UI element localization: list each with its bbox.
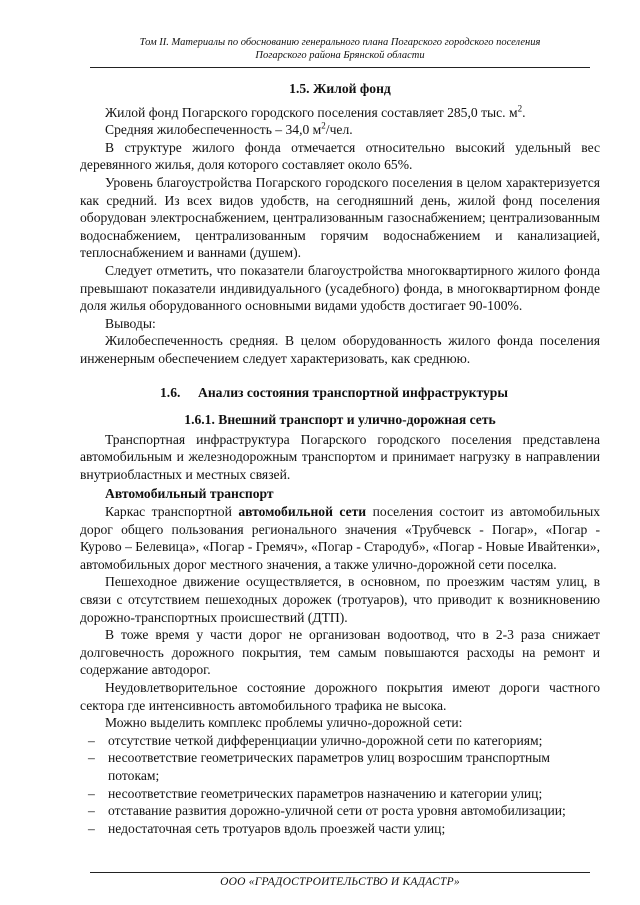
page-header bbox=[90, 36, 590, 62]
list-item-text: несоответствие геометрических параметров улиц возросшим транспортным потокам; bbox=[108, 750, 551, 783]
paragraph-housing-provision bbox=[80, 121, 600, 139]
paragraph-transport-infrastructure: Транспортная инфраструктура Погарского городского поселения представлена автомобильным и железнодорожным транспортом и принимает нагрузку в направлении внутриобластных и местных связей. bbox=[80, 431, 600, 482]
superscript-2: 2 bbox=[517, 103, 523, 114]
list-item-text: несоответствие геометрических параметров назначению и категории улиц; bbox=[108, 785, 543, 801]
paragraph-amenities-level: Уровень благоустройства Погарского городского поселения в целом характеризуется как средний. Из всех видов удобств, на сегодняшний день, жилой фонд поселения оборудован электроснабжением, централизованным газоснабжением; централизованным водоснабжением, централизованным горячим водоснабжением и канализацией, теплоснабжением и ваннами (душем). bbox=[80, 174, 600, 261]
paragraph-housing-stock-end: . bbox=[522, 104, 526, 120]
superscript-2: 2 bbox=[321, 120, 326, 131]
problems-list bbox=[80, 732, 600, 838]
paragraph-apartment-amenities: Следует отметить, что показатели благоустройства многоквартирного жилого фонда превышают показатели индивидуального (усадебного) фонда, в многоквартирном фонде доля жилья оборудованного основными видами удобств достигает 90-100%. bbox=[80, 262, 600, 314]
section-1-6-1-title: 1.6.1. Внешний транспорт и улично-дорожная сеть bbox=[184, 412, 496, 428]
dash-bullet: – bbox=[88, 803, 95, 819]
page-content bbox=[80, 80, 600, 837]
header-line-1: Том II. Материалы по обоснованию генерального плана Погарского городского поселения bbox=[139, 37, 541, 48]
paragraph-road-network-end: поселения состоит из автомобильных дорог общего пользования регионального значения «Трубчевск - Погар», «Погар - Куровo – Белевица», «Погар - Гремяч», «Погар - Стародуб», «Погар - Новые Ивайтенки», автомобильных дорог местного значения, а также улично-дорожной сети поселка. bbox=[80, 504, 600, 572]
paragraph-pedestrian-traffic: Пешеходное движение осуществляется, в основном, по проезжим частям улиц, в связи с отсутствием пешеходных дорожек (тротуаров), что приводит к возникновению дорожно-транспортных происшествий (ДТП). bbox=[80, 574, 600, 625]
paragraph-conclusions-label: Выводы: bbox=[105, 315, 156, 331]
dash-bullet: – bbox=[88, 732, 95, 748]
page-footer: ООО «ГРАДОСТРОИТЕЛЬСТВО И КАДАСТР» bbox=[220, 876, 460, 888]
section-1-6-heading bbox=[80, 384, 600, 402]
list-item bbox=[80, 785, 600, 803]
list-item bbox=[80, 820, 600, 838]
section-1-6-number: 1.6. bbox=[160, 384, 181, 400]
section-1-6-title: Анализ состояния транспортной инфраструктуры bbox=[198, 384, 508, 400]
section-1-5-title: 1.5. Жилой фонд bbox=[289, 81, 391, 96]
dash-bullet: – bbox=[88, 785, 95, 801]
header-line-2: Погарского района Брянской области bbox=[255, 50, 425, 61]
paragraph-road-network-start: Каркас транспортной bbox=[105, 504, 239, 520]
paragraph-drainage: В тоже время у части дорог не организован водоотвод, что в 2-3 раза снижает долговечность дорожного покрытия, тем самым повышаются расходы на ремонт и содержание автодорог. bbox=[80, 627, 600, 678]
paragraph-housing-stock bbox=[80, 104, 600, 122]
header-divider bbox=[90, 67, 590, 68]
list-item bbox=[80, 749, 600, 784]
list-item-text: отставание развития дорожно-уличной сети от роста уровня автомобилизации; bbox=[108, 803, 566, 819]
paragraph-wooden-housing: В структуре жилого фонда отмечается относительно высокий удельный вес деревянного жилья, доля которого составляет около 65%. bbox=[80, 139, 600, 173]
list-item-text: недостаточная сеть тротуаров вдоль проезжей части улиц; bbox=[108, 820, 446, 836]
list-item-text: отсутствие четкой дифференциации улично-дорожной сети по категориям; bbox=[108, 732, 543, 748]
list-item bbox=[80, 732, 600, 750]
paragraph-road-condition: Неудовлетворительное состояние дорожного покрытия имеют дороги частного сектора где интенсивность автомобильного трафика не высока. bbox=[80, 680, 600, 713]
dash-bullet: – bbox=[88, 820, 95, 836]
list-item bbox=[80, 802, 600, 820]
paragraph-housing-provision-text: Средняя жилобеспеченность – 34,0 м bbox=[105, 122, 322, 138]
paragraph-housing-provision-end: /чел. bbox=[325, 122, 353, 138]
paragraph-road-network-bold: автомобильной сети bbox=[238, 504, 367, 520]
subsection-road-transport-title: Автомобильный транспорт bbox=[105, 486, 274, 502]
paragraph-conclusions: Жилобеспеченность средняя. В целом оборудованность жилого фонда поселения инженерным обеспечением следует характеризовать, как среднюю. bbox=[80, 333, 600, 366]
paragraph-housing-stock-text: Жилой фонд Погарского городского поселения составляет 285,0 тыс. м bbox=[105, 104, 518, 120]
paragraph-problems-intro: Можно выделить комплекс проблемы улично-дорожной сети: bbox=[105, 715, 463, 731]
paragraph-road-network bbox=[80, 503, 600, 573]
footer-divider bbox=[90, 872, 590, 873]
dash-bullet: – bbox=[88, 750, 95, 766]
